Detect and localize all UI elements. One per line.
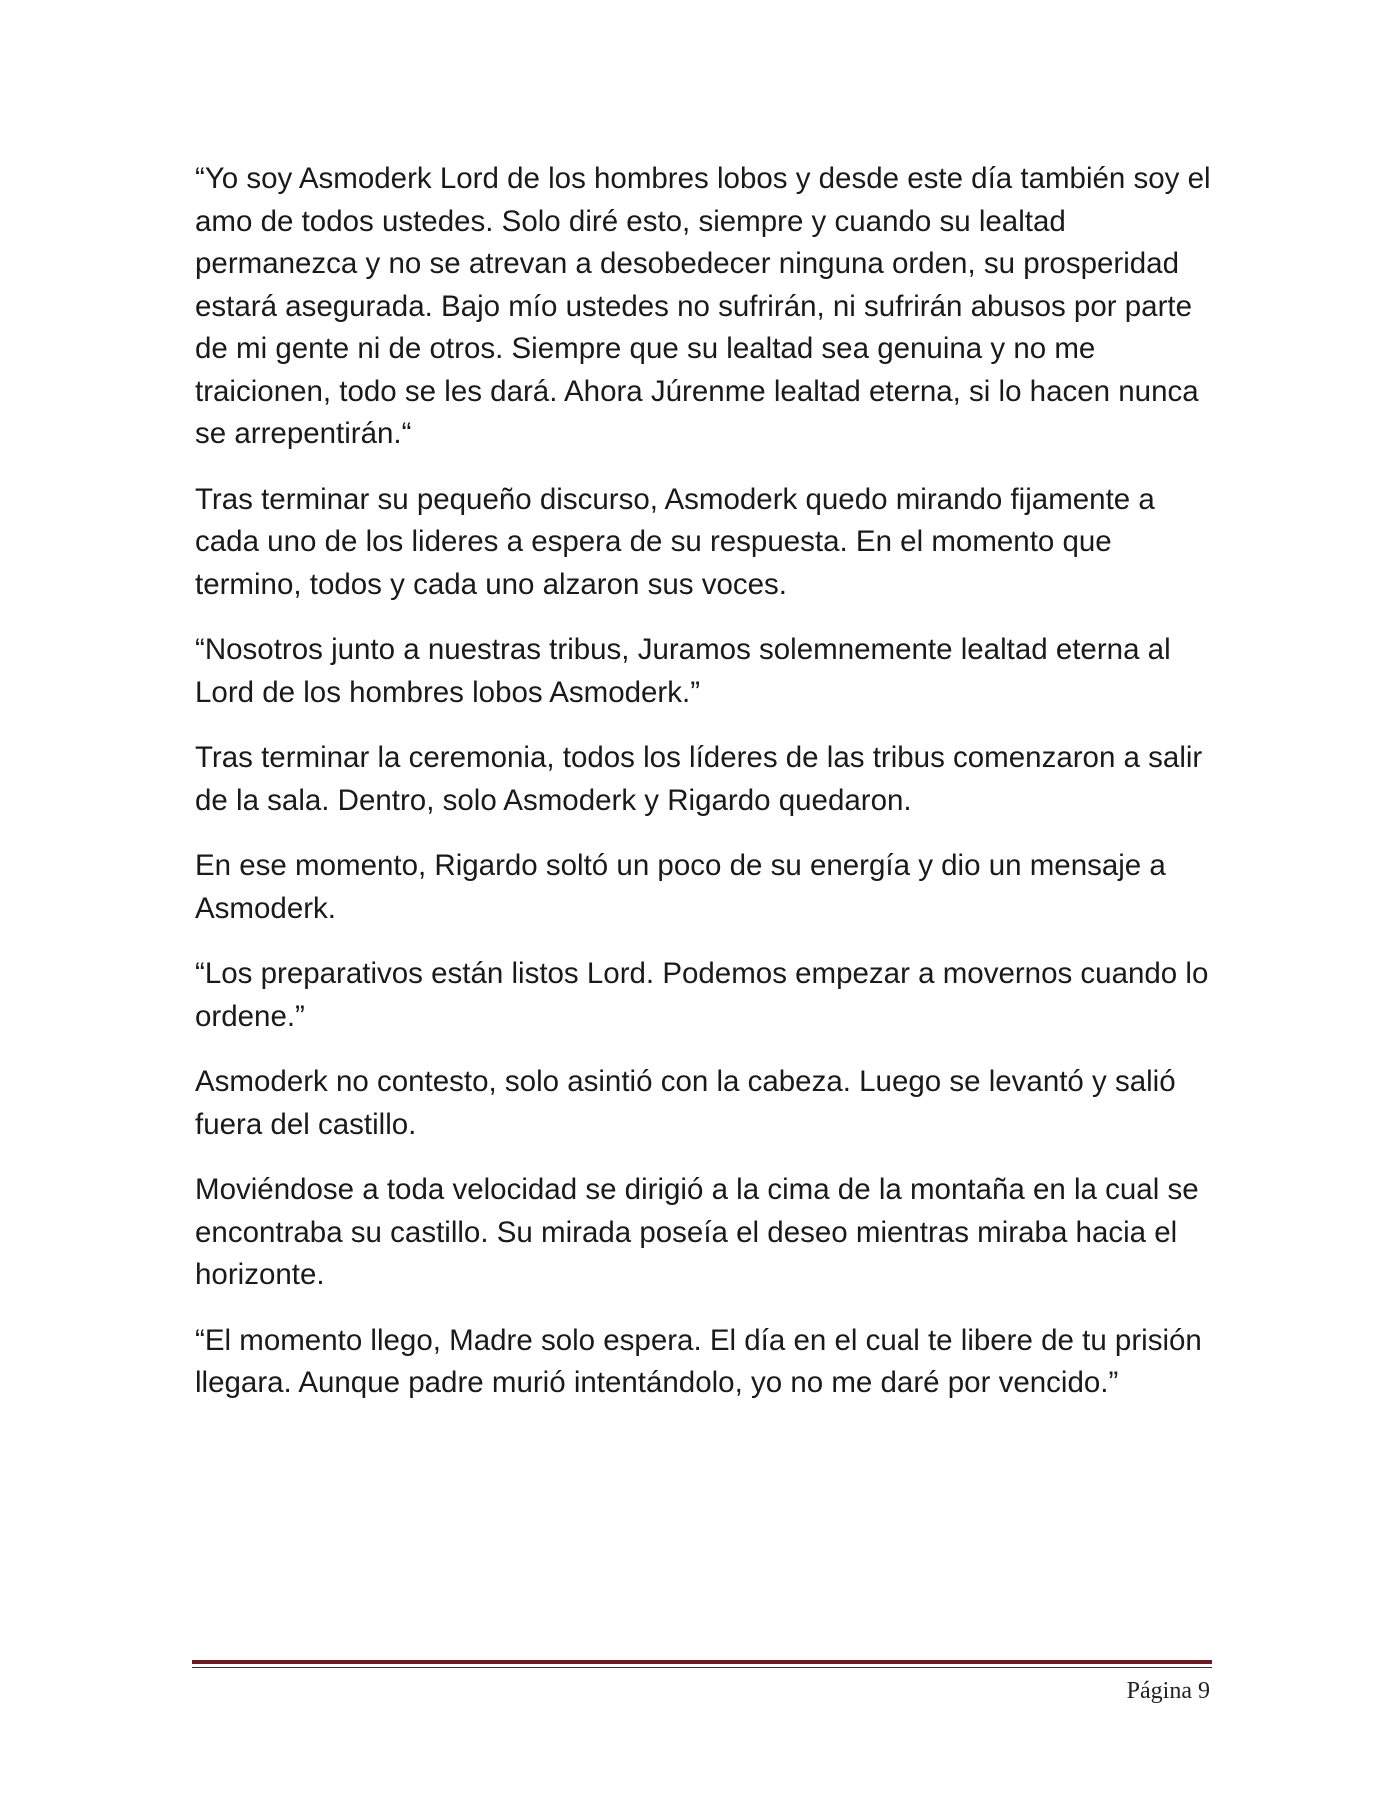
- page-number: Página 9: [1126, 1678, 1210, 1704]
- paragraph-3: “Nosotros junto a nuestras tribus, Juramos solemnemente lealtad eterna al Lord de los hombres lobos Asmoderk.”: [195, 633, 1171, 709]
- paragraph-9: “El momento llego, Madre solo espera. El día en el cual te libere de tu prisión llegara. Aunque padre murió intentándolo, yo no me daré por vencido.”: [195, 1323, 1202, 1399]
- paragraph-4: Tras terminar la ceremonia, todos los líderes de las tribus comenzaron a salir de la sala. Dentro, solo Asmoderk y Rigardo quedaron.: [195, 741, 1203, 817]
- paragraph-1: “Yo soy Asmoderk Lord de los hombres lobos y desde este día también soy el amo de todos ustedes. Solo diré esto, siempre y cuando su lealtad permanezca y no se atrevan a desobedecer ninguna orden, su prosperidad estará asegurada. Bajo mío ustedes no sufrirán, ni sufrirán abusos por parte de mi gente ni de otros. Siempre que su lealtad sea genuina y no me traicionen, todo se les dará. Ahora Júrenme lealtad eterna, si lo hacen nunca se arrepentirán.“: [195, 162, 1211, 450]
- page-body: [195, 158, 1215, 1428]
- paragraph-6: “Los preparativos están listos Lord. Podemos empezar a movernos cuando lo ordene.”: [195, 957, 1209, 1033]
- paragraph-8: Moviéndose a toda velocidad se dirigió a la cima de la montaña en la cual se encontraba su castillo. Su mirada poseía el deseo mientras miraba hacia el horizonte.: [195, 1173, 1199, 1291]
- paragraph-7: Asmoderk no contesto, solo asintió con la cabeza. Luego se levantó y salió fuera del castillo.: [195, 1065, 1176, 1141]
- paragraph-2: Tras terminar su pequeño discurso, Asmoderk quedo mirando fijamente a cada uno de los lideres a espera de su respuesta. En el momento que termino, todos y cada uno alzaron sus voces.: [195, 482, 1155, 601]
- footer-rule-thin: [192, 1667, 1212, 1668]
- footer-divider: [192, 1660, 1212, 1668]
- paragraph-5: En ese momento, Rigardo soltó un poco de su energía y dio un mensaje a Asmoderk.: [195, 849, 1166, 925]
- footer-rule-thick: [192, 1660, 1212, 1664]
